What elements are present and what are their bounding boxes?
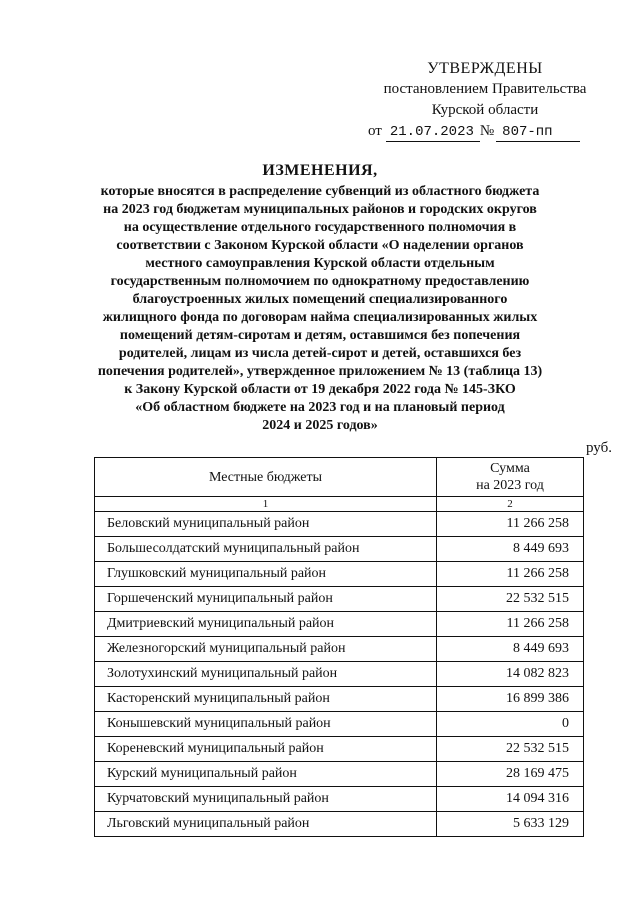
table-row xyxy=(95,562,584,587)
col-header-budgets: Местные бюджеты xyxy=(95,458,437,497)
approval-title: УТВЕРЖДЕНЫ xyxy=(427,60,543,77)
budget-amount: 11 266 258 xyxy=(436,562,583,587)
budget-name: Дмитриевский муниципальный район xyxy=(95,612,437,637)
budget-name: Льговский муниципальный район xyxy=(95,812,437,837)
budget-name: Железногорский муниципальный район xyxy=(95,637,437,662)
approval-number: 807-пп xyxy=(496,124,580,142)
heading-line: соответствии с Законом Курской области «О наделении органов xyxy=(116,238,524,253)
budget-amount: 11 266 258 xyxy=(436,512,583,537)
document-heading xyxy=(90,160,550,435)
heading-line: 2024 и 2025 годов» xyxy=(262,418,378,433)
approval-block xyxy=(360,58,610,142)
heading-line: к Закону Курской области от 19 декабря 2022 года № 145-ЗКО xyxy=(124,382,516,397)
col-index-2: 2 xyxy=(436,497,583,512)
table-row xyxy=(95,587,584,612)
table-row xyxy=(95,787,584,812)
heading-line: местного самоуправления Курской области отдельным xyxy=(145,256,495,271)
budget-name: Кореневский муниципальный район xyxy=(95,737,437,762)
document-title: ИЗМЕНЕНИЯ, xyxy=(262,162,378,179)
heading-line: на осуществление отдельного государственного полномочия в xyxy=(123,220,517,235)
table-body xyxy=(95,512,584,837)
heading-line: государственным полномочием по однократному предоставлению xyxy=(110,274,530,289)
table-row xyxy=(95,512,584,537)
budget-name: Золотухинский муниципальный район xyxy=(95,662,437,687)
budget-amount: 22 532 515 xyxy=(436,587,583,612)
table-row xyxy=(95,812,584,837)
approval-line1: постановлением Правительства xyxy=(383,81,587,97)
approval-line2: Курской области xyxy=(431,102,539,118)
table-row xyxy=(95,537,584,562)
budget-name: Конышевский муниципальный район xyxy=(95,712,437,737)
subsidy-table xyxy=(94,457,584,837)
budget-amount: 0 xyxy=(436,712,583,737)
date-prefix: от xyxy=(368,123,382,139)
col-header-sum xyxy=(436,458,583,497)
heading-line: помещений детям-сиротам и детям, оставшимся без попечения xyxy=(119,328,521,343)
budget-amount: 22 532 515 xyxy=(436,737,583,762)
budget-name: Беловский муниципальный район xyxy=(95,512,437,537)
approval-date-row xyxy=(360,121,610,142)
table-row xyxy=(95,637,584,662)
heading-line: «Об областном бюджете на 2023 год и на плановый период xyxy=(135,400,505,415)
col-header-sum-line1: Сумма xyxy=(490,461,530,476)
table-row xyxy=(95,612,584,637)
heading-body xyxy=(90,183,550,435)
budget-name: Касторенский муниципальный район xyxy=(95,687,437,712)
budget-amount: 14 082 823 xyxy=(436,662,583,687)
budget-amount: 16 899 386 xyxy=(436,687,583,712)
col-index-1: 1 xyxy=(95,497,437,512)
budget-amount: 11 266 258 xyxy=(436,612,583,637)
budget-name: Большесолдатский муниципальный район xyxy=(95,537,437,562)
budget-amount: 28 169 475 xyxy=(436,762,583,787)
budget-name: Горшеченский муниципальный район xyxy=(95,587,437,612)
table-row xyxy=(95,712,584,737)
heading-line: родителей, лицам из числа детей-сирот и детей, оставшихся без xyxy=(118,346,522,361)
approval-date: 21.07.2023 xyxy=(386,124,480,142)
heading-line: попечения родителей», утвержденное приложением № 13 (таблица 13) xyxy=(97,364,543,379)
budget-amount: 5 633 129 xyxy=(436,812,583,837)
col-header-sum-line2: на 2023 год xyxy=(476,478,544,493)
budget-amount: 8 449 693 xyxy=(436,537,583,562)
heading-line: которые вносятся в распределение субвенций из областного бюджета xyxy=(100,184,540,199)
budget-name: Курский муниципальный район xyxy=(95,762,437,787)
budget-name: Курчатовский муниципальный район xyxy=(95,787,437,812)
heading-line: благоустроенных жилых помещений специализированного xyxy=(132,292,508,307)
table-row xyxy=(95,687,584,712)
budget-amount: 14 094 316 xyxy=(436,787,583,812)
table-row xyxy=(95,662,584,687)
table-row xyxy=(95,762,584,787)
heading-line: жилищного фонда по договорам найма специализированных жилых xyxy=(102,310,538,325)
currency-label: руб. xyxy=(586,440,612,456)
table-row xyxy=(95,737,584,762)
number-prefix: № xyxy=(479,123,495,139)
budget-amount: 8 449 693 xyxy=(436,637,583,662)
budget-name: Глушковский муниципальный район xyxy=(95,562,437,587)
heading-line: на 2023 год бюджетам муниципальных районов и городских округов xyxy=(103,202,537,217)
